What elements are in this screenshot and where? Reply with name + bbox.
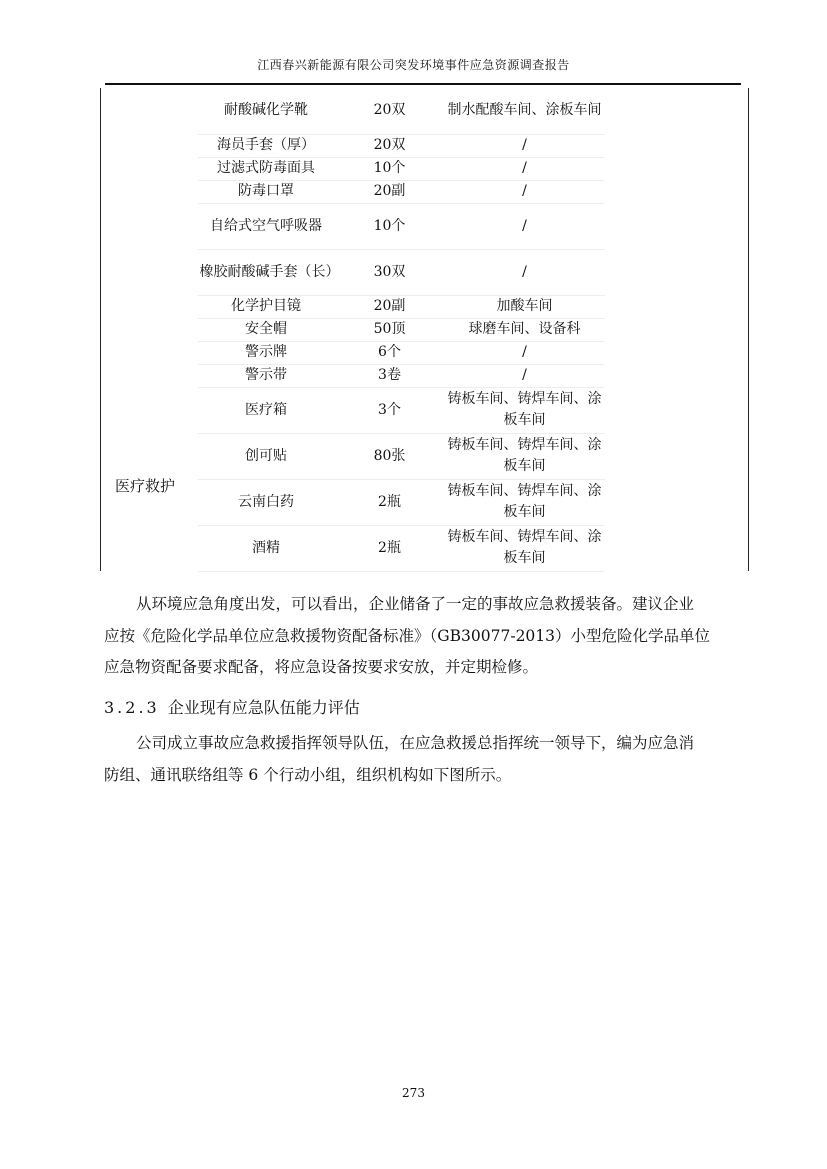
item-location-cell: 球磨车间、设备科 bbox=[445, 318, 605, 341]
paragraph-conclusion bbox=[104, 589, 744, 684]
item-name-cell: 安全帽 bbox=[198, 318, 335, 341]
item-location-cell: 铸板车间、铸焊车间、涂板车间 bbox=[445, 433, 605, 479]
item-qty-cell: 20副 bbox=[335, 180, 445, 203]
item-location-cell: / bbox=[445, 134, 605, 157]
item-name-cell: 过滤式防毒面具 bbox=[198, 157, 335, 180]
paragraph-line: 防组、通讯联络组等 6 个行动小组，组织机构如下图所示。 bbox=[104, 765, 512, 784]
item-qty-cell: 2瓶 bbox=[335, 525, 445, 571]
item-location-cell: / bbox=[445, 180, 605, 203]
item-location-cell: 铸板车间、铸焊车间、涂板车间 bbox=[445, 387, 605, 433]
item-qty-cell: 30双 bbox=[335, 249, 445, 295]
item-name-cell: 自给式空气呼吸器 bbox=[198, 203, 335, 249]
running-header: 江西春兴新能源有限公司突发环境事件应急资源调查报告 bbox=[257, 58, 570, 72]
item-name-cell: 耐酸碱化学靴 bbox=[198, 88, 335, 134]
item-name-cell: 酒精 bbox=[198, 525, 335, 571]
item-location-cell: / bbox=[445, 249, 605, 295]
item-qty-cell: 3卷 bbox=[335, 364, 445, 387]
item-location-cell: 铸板车间、铸焊车间、涂板车间 bbox=[445, 525, 605, 571]
item-qty-cell: 10个 bbox=[335, 203, 445, 249]
item-qty-cell: 10个 bbox=[335, 157, 445, 180]
page-number: 273 bbox=[402, 1086, 425, 1100]
item-qty-cell: 20双 bbox=[335, 134, 445, 157]
item-name-cell: 橡胶耐酸碱手套（长） bbox=[198, 249, 335, 295]
item-location-cell: / bbox=[445, 203, 605, 249]
item-qty-cell: 20双 bbox=[335, 88, 445, 134]
paragraph-line: 从环境应急角度出发，可以看出，企业储备了一定的事故应急救援装备。建议企业 bbox=[136, 595, 695, 613]
item-name-cell: 警示带 bbox=[198, 364, 335, 387]
item-qty-cell: 80张 bbox=[335, 433, 445, 479]
item-location-cell: 加酸车间 bbox=[445, 295, 605, 318]
header-rule bbox=[105, 83, 741, 85]
item-name-cell: 防毒口罩 bbox=[198, 180, 335, 203]
paragraph-team bbox=[104, 728, 744, 791]
paragraph-line: 公司成立事故应急救援指挥领导队伍，在应急救援总指挥统一领导下，编为应急消 bbox=[136, 734, 695, 752]
item-name-cell: 云南白药 bbox=[198, 479, 335, 525]
item-name-cell: 海员手套（厚） bbox=[198, 134, 335, 157]
section-number: 3.2.3 bbox=[104, 698, 160, 717]
item-location-cell: 制水配酸车间、涂板车间 bbox=[445, 88, 605, 134]
item-qty-cell: 3个 bbox=[335, 387, 445, 433]
paragraph-line: 应急物资配备要求配备，将应急设备按要求安放，并定期检修。 bbox=[104, 658, 539, 676]
item-name-cell: 创可贴 bbox=[198, 433, 335, 479]
item-qty-cell: 2瓶 bbox=[335, 479, 445, 525]
paragraph-line: 应按《危险化学品单位应急救援物资配备标准》（GB30077-2013）小型危险化学品单位 bbox=[104, 626, 711, 645]
item-qty-cell: 20副 bbox=[335, 295, 445, 318]
table-row bbox=[101, 88, 749, 134]
section-heading bbox=[104, 694, 360, 722]
item-location-cell: / bbox=[445, 157, 605, 180]
category-cell: 医疗救护 bbox=[101, 88, 198, 571]
item-qty-cell: 50顶 bbox=[335, 318, 445, 341]
item-name-cell: 警示牌 bbox=[198, 341, 335, 364]
item-location-cell: 铸板车间、铸焊车间、涂板车间 bbox=[445, 479, 605, 525]
item-name-cell: 医疗箱 bbox=[198, 387, 335, 433]
equipment-table bbox=[100, 88, 749, 572]
item-qty-cell: 6个 bbox=[335, 341, 445, 364]
section-title: 企业现有应急队伍能力评估 bbox=[167, 698, 360, 717]
item-name-cell: 化学护目镜 bbox=[198, 295, 335, 318]
item-location-cell: / bbox=[445, 364, 605, 387]
item-location-cell: / bbox=[445, 341, 605, 364]
blank-cell bbox=[605, 88, 749, 571]
